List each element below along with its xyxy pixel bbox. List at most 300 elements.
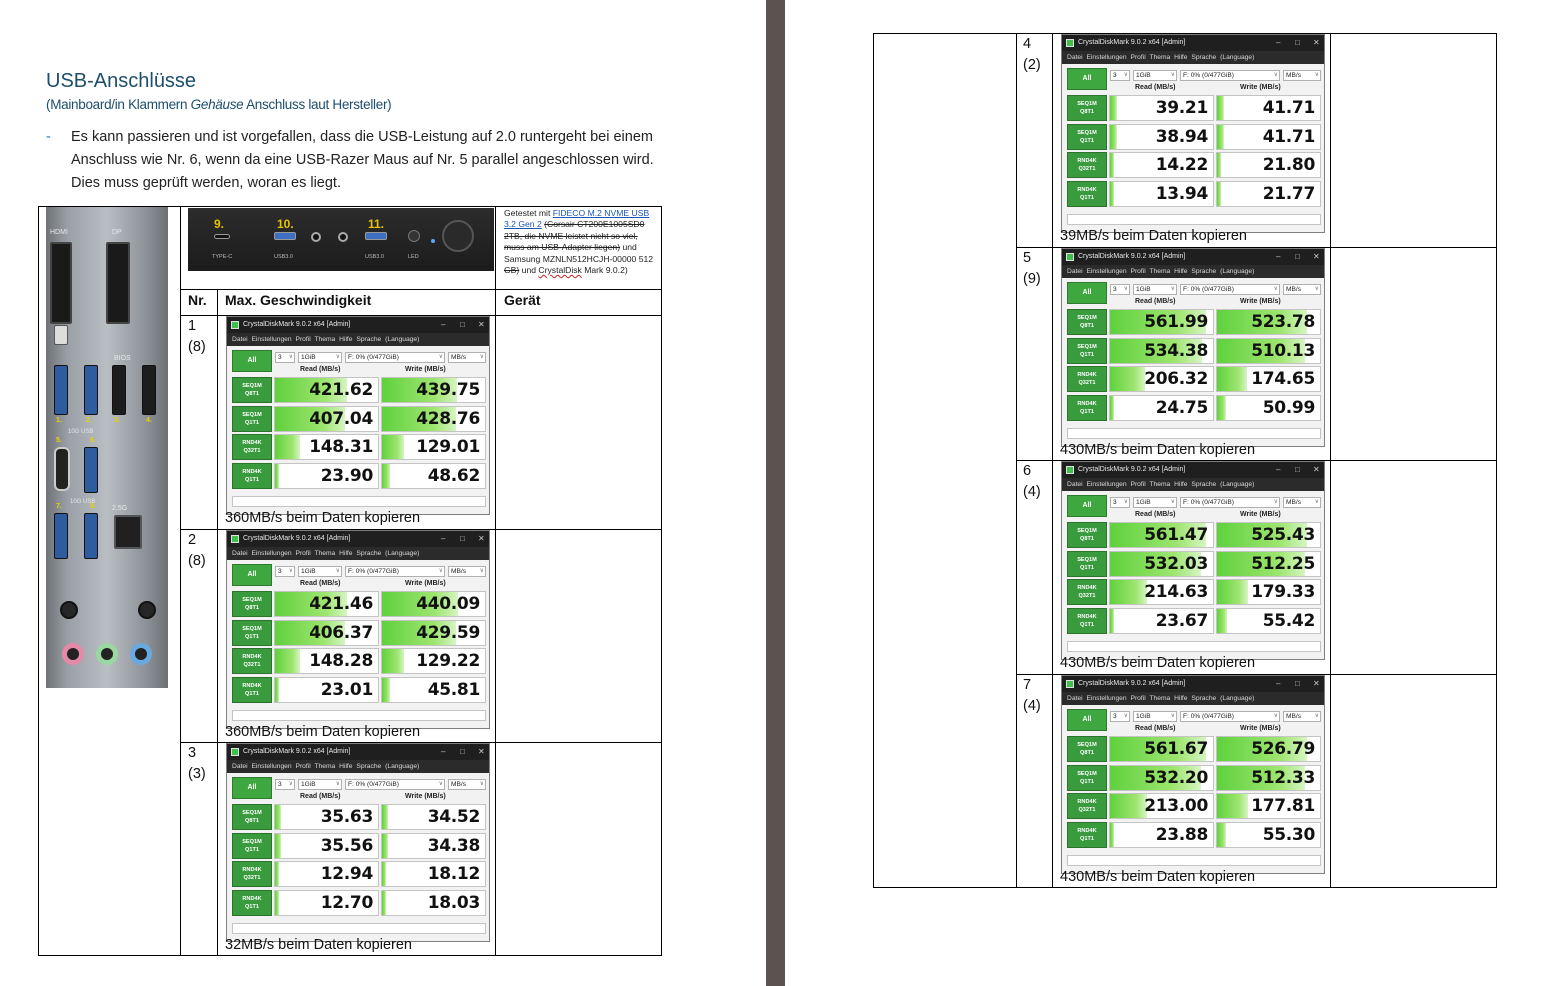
size-select[interactable]: 1GiB ∨	[298, 566, 342, 577]
size-select[interactable]: 1GiB ∨	[1133, 70, 1177, 81]
minimize-button[interactable]: –	[441, 747, 446, 756]
read-result-bar	[275, 805, 281, 829]
read-result-value: 421.62	[309, 380, 373, 400]
antenna-connector-icon	[60, 601, 78, 619]
row-1-copy-speed-caption: 360MB/s beim Daten kopieren	[225, 510, 421, 526]
mic-jack-icon	[338, 232, 348, 242]
write-result	[1216, 822, 1321, 848]
read-result	[274, 463, 379, 489]
write-result	[381, 804, 486, 830]
run-all-button[interactable]: All	[232, 777, 272, 799]
write-header: Write (MB/s)	[405, 580, 446, 587]
read-result-bar	[1110, 367, 1145, 391]
comment-field[interactable]	[232, 496, 486, 507]
fideco-link[interactable]: FIDECO M.2 NVME USB 3.2 Gen 2	[504, 208, 650, 230]
read-result-value: 38.94	[1155, 126, 1208, 147]
read-result-value: 13.94	[1155, 183, 1208, 204]
menu-bar[interactable]: Datei Einstellungen Profil Thema Hilfe Sprache (Language)	[1062, 51, 1325, 64]
read-result-bar	[1110, 396, 1114, 420]
crystaldiskmark-app-icon	[1066, 466, 1074, 474]
write-result	[1216, 579, 1321, 605]
read-result-value: 561.99	[1144, 312, 1208, 332]
read-result-value: 407.04	[309, 408, 373, 429]
write-result	[1216, 95, 1321, 121]
read-result-bar	[1110, 580, 1147, 604]
test-button-rnd4k-q1t1[interactable]: RND4K Q1T1	[1067, 608, 1107, 634]
read-result-value: 35.63	[320, 807, 373, 827]
read-result	[1109, 522, 1214, 548]
read-result-bar	[1110, 823, 1114, 847]
mainboard-io-photo: HDMI DP BIOS 1. 2. 3. 4. 10G USB 5. 6. 7. 10G USB 8. 2.5G	[46, 207, 168, 688]
write-result-bar	[382, 649, 404, 673]
write-result-bar	[1217, 794, 1248, 818]
close-button[interactable]: ✕	[478, 534, 485, 543]
test-button-seq1m-q8t1[interactable]: SEQ1M Q8T1	[232, 804, 272, 830]
size-select[interactable]: 1GiB ∨	[1133, 284, 1177, 295]
displayport-port-icon	[106, 242, 130, 324]
unit-select[interactable]: MB/s ∨	[448, 566, 486, 577]
write-result	[381, 620, 486, 646]
menu-bar[interactable]: Datei Einstellungen Profil Thema Hilfe Sprache (Language)	[1062, 265, 1325, 278]
write-result-value: 510.13	[1251, 340, 1315, 361]
test-button-rnd4k-q1t1[interactable]: RND4K Q1T1	[1067, 395, 1107, 421]
read-header: Read (MB/s)	[1135, 725, 1176, 732]
row-2-copy-speed-caption: 360MB/s beim Daten kopieren	[225, 724, 421, 740]
write-result-value: 41.71	[1262, 98, 1315, 118]
write-result-value: 177.81	[1251, 796, 1315, 816]
run-all-button[interactable]: All	[1067, 68, 1107, 90]
write-result-bar	[1217, 580, 1248, 604]
case-front-panel-photo: 9. 10. 11. TYPE-C USB3.0 USB3.0 LED	[188, 208, 494, 271]
write-result-bar	[1217, 125, 1224, 149]
write-result	[1216, 736, 1321, 762]
read-result	[1109, 395, 1214, 421]
usb-port-3-icon	[112, 365, 126, 415]
bullet-dash: -	[46, 129, 51, 145]
write-result	[1216, 551, 1321, 577]
write-header: Write (MB/s)	[405, 793, 446, 800]
write-result	[381, 463, 486, 489]
comment-field[interactable]	[1067, 641, 1321, 652]
write-result	[1216, 181, 1321, 207]
power-led-icon	[431, 239, 435, 243]
test-button-rnd4k-q32t1[interactable]: RND4K Q32T1	[1067, 793, 1107, 819]
read-result	[1109, 95, 1214, 121]
read-result-bar	[275, 435, 300, 459]
close-button[interactable]: ✕	[1313, 252, 1320, 261]
write-result-bar	[382, 862, 386, 886]
count-select[interactable]: 3 ∨	[1110, 497, 1130, 508]
read-result	[1109, 793, 1214, 819]
write-result	[1216, 765, 1321, 791]
drive-select[interactable]: F: 0% (0/477GiB) ∨	[1180, 284, 1280, 295]
usb-port-8-icon	[84, 513, 98, 559]
write-result-value: 18.12	[427, 864, 480, 884]
write-result-bar	[382, 678, 390, 702]
maximize-button[interactable]: □	[1295, 465, 1300, 474]
row-4-port-number: 4 (2)	[1023, 36, 1041, 73]
read-result-value: 406.37	[309, 622, 373, 643]
lan-port-icon	[114, 515, 142, 549]
read-header: Read (MB/s)	[1135, 511, 1176, 518]
read-header: Read (MB/s)	[1135, 84, 1176, 91]
write-result	[381, 434, 486, 460]
test-button-rnd4k-q32t1[interactable]: RND4K Q32T1	[232, 648, 272, 674]
window-title: CrystalDiskMark 9.0.2 x64 [Admin]	[227, 744, 490, 760]
maximize-button[interactable]: □	[1295, 679, 1300, 688]
write-header: Write (MB/s)	[1240, 725, 1281, 732]
crystaldiskmark-window-7	[1061, 675, 1325, 874]
read-result-bar	[275, 678, 279, 702]
read-result	[1109, 736, 1214, 762]
minimize-button[interactable]: –	[441, 320, 446, 329]
read-result-value: 206.32	[1144, 369, 1208, 389]
maximize-button[interactable]: □	[1295, 252, 1300, 261]
drive-select[interactable]: F: 0% (0/477GiB) ∨	[1180, 711, 1280, 722]
write-result	[1216, 124, 1321, 150]
run-all-button[interactable]: All	[1067, 495, 1107, 517]
read-result-value: 23.90	[320, 465, 373, 486]
maximize-button[interactable]: □	[460, 534, 465, 543]
drive-select[interactable]: F: 0% (0/477GiB) ∨	[345, 566, 445, 577]
read-result-bar	[1110, 182, 1114, 206]
test-button-seq1m-q1t1[interactable]: SEQ1M Q1T1	[232, 620, 272, 646]
test-button-seq1m-q8t1[interactable]: SEQ1M Q8T1	[232, 591, 272, 617]
row-5-port-number: 5 (9)	[1023, 250, 1041, 287]
row-7-copy-speed-caption: 430MB/s beim Daten kopieren	[1060, 869, 1256, 885]
run-all-button[interactable]: All	[1067, 282, 1107, 304]
write-result	[1216, 309, 1321, 335]
page-gutter	[766, 0, 785, 986]
read-result-bar	[275, 891, 279, 915]
minimize-button[interactable]: –	[441, 534, 446, 543]
write-result-bar	[1217, 96, 1224, 120]
unit-select[interactable]: MB/s ∨	[1283, 497, 1321, 508]
write-result-value: 428.76	[416, 408, 480, 429]
read-result-value: 23.67	[1155, 610, 1208, 631]
test-button-seq1m-q1t1[interactable]: SEQ1M Q1T1	[232, 833, 272, 859]
test-button-rnd4k-q1t1[interactable]: RND4K Q1T1	[232, 890, 272, 916]
crystaldiskmark-window-2	[226, 530, 490, 729]
read-result-value: 12.70	[320, 892, 373, 913]
row-3-port-number: 3 (3)	[188, 745, 206, 782]
read-result	[274, 591, 379, 617]
header-nr: Nr.	[188, 292, 207, 308]
front-usb-port-11-icon	[365, 232, 387, 240]
test-button-seq1m-q8t1[interactable]: SEQ1M Q8T1	[232, 377, 272, 403]
unit-select[interactable]: MB/s ∨	[1283, 70, 1321, 81]
front-usb-port-10-icon	[274, 232, 296, 240]
write-result	[1216, 338, 1321, 364]
maximize-button[interactable]: □	[1295, 38, 1300, 47]
test-button-rnd4k-q1t1[interactable]: RND4K Q1T1	[1067, 822, 1107, 848]
write-result-bar	[382, 891, 386, 915]
crystaldiskmark-app-icon	[1066, 253, 1074, 261]
read-result	[1109, 822, 1214, 848]
hdmi-port-icon	[50, 242, 72, 324]
write-result-bar	[382, 464, 390, 488]
write-result	[1216, 608, 1321, 634]
audio-jack-green-icon	[96, 643, 118, 665]
read-result-value: 213.00	[1144, 796, 1208, 816]
test-button-rnd4k-q32t1[interactable]: RND4K Q32T1	[1067, 152, 1107, 178]
read-result	[1109, 551, 1214, 577]
count-select[interactable]: 3 ∨	[1110, 284, 1130, 295]
read-result-bar	[275, 834, 281, 858]
read-result	[1109, 366, 1214, 392]
count-select[interactable]: 3 ∨	[275, 779, 295, 790]
read-result-bar	[275, 649, 300, 673]
comment-field[interactable]	[1067, 428, 1321, 439]
antenna-connector-icon-2	[138, 601, 156, 619]
read-result-value: 23.88	[1155, 824, 1208, 845]
power-button-icon	[442, 220, 474, 252]
audio-jack-blue-icon	[130, 643, 152, 665]
read-result-bar	[1110, 609, 1114, 633]
crystaldiskmark-app-icon	[1066, 39, 1074, 47]
crystaldiskmark-app-icon	[231, 321, 239, 329]
write-result-value: 525.43	[1251, 525, 1315, 545]
write-result	[381, 591, 486, 617]
write-result	[1216, 366, 1321, 392]
write-header: Write (MB/s)	[405, 366, 446, 373]
close-button[interactable]: ✕	[1313, 38, 1320, 47]
read-result-value: 534.38	[1144, 340, 1208, 361]
read-result	[274, 434, 379, 460]
read-result	[274, 620, 379, 646]
write-result-value: 429.59	[416, 622, 480, 643]
read-result	[1109, 309, 1214, 335]
read-header: Read (MB/s)	[1135, 298, 1176, 305]
read-result	[274, 804, 379, 830]
comment-field[interactable]	[232, 923, 486, 934]
read-result-value: 561.47	[1144, 525, 1208, 545]
headphone-jack-icon	[311, 232, 321, 242]
window-title: CrystalDiskMark 9.0.2 x64 [Admin]	[227, 531, 490, 547]
test-button-seq1m-q8t1[interactable]: SEQ1M Q8T1	[1067, 522, 1107, 548]
test-button-rnd4k-q1t1[interactable]: RND4K Q1T1	[1067, 181, 1107, 207]
crystaldiskmark-window-6	[1061, 461, 1325, 660]
write-result-bar	[1217, 609, 1227, 633]
row-6-port-number: 6 (4)	[1023, 463, 1041, 500]
read-result	[1109, 338, 1214, 364]
row-5-copy-speed-caption: 430MB/s beim Daten kopieren	[1060, 442, 1256, 458]
write-result	[381, 406, 486, 432]
size-select[interactable]: 1GiB ∨	[1133, 711, 1177, 722]
usb-port-7-icon	[54, 513, 68, 559]
read-result-value: 148.31	[309, 437, 373, 457]
table-row-3-device	[495, 742, 662, 956]
count-select[interactable]: 3 ∨	[275, 352, 295, 363]
read-result	[1109, 181, 1214, 207]
read-result	[274, 890, 379, 916]
bios-button-icon	[54, 325, 68, 345]
test-button-rnd4k-q32t1[interactable]: RND4K Q32T1	[232, 434, 272, 460]
write-result-value: 21.77	[1262, 183, 1315, 204]
count-select[interactable]: 3 ∨	[1110, 70, 1130, 81]
write-result-value: 34.52	[427, 807, 480, 827]
test-button-rnd4k-q32t1[interactable]: RND4K Q32T1	[1067, 579, 1107, 605]
write-result-value: 440.09	[416, 594, 480, 614]
test-button-rnd4k-q1t1[interactable]: RND4K Q1T1	[232, 677, 272, 703]
read-result	[274, 648, 379, 674]
write-result	[381, 377, 486, 403]
minimize-button[interactable]: –	[1276, 38, 1281, 47]
row-4-copy-speed-caption: 39MB/s beim Daten kopieren	[1060, 228, 1247, 244]
write-result-value: 34.38	[427, 835, 480, 856]
row-2-port-number: 2 (8)	[188, 532, 206, 569]
count-select[interactable]: 3 ∨	[1110, 711, 1130, 722]
test-button-seq1m-q1t1[interactable]: SEQ1M Q1T1	[1067, 338, 1107, 364]
crystaldiskmark-app-icon	[231, 748, 239, 756]
write-result-value: 48.62	[427, 465, 480, 486]
read-result-bar	[1110, 96, 1117, 120]
drive-select[interactable]: F: 0% (0/477GiB) ∨	[345, 352, 445, 363]
table-row-7-device	[1330, 674, 1497, 888]
close-button[interactable]: ✕	[478, 320, 485, 329]
test-button-seq1m-q8t1[interactable]: SEQ1M Q8T1	[1067, 736, 1107, 762]
write-result	[381, 890, 486, 916]
write-header: Write (MB/s)	[1240, 84, 1281, 91]
write-result-value: 21.80	[1262, 155, 1315, 175]
unit-select[interactable]: MB/s ∨	[448, 352, 486, 363]
read-result-value: 35.56	[320, 835, 373, 856]
write-result	[381, 861, 486, 887]
front-usb-c-port-icon	[214, 234, 230, 239]
usb-port-4-icon	[142, 365, 156, 415]
minimize-button[interactable]: –	[1276, 465, 1281, 474]
write-result-value: 41.71	[1262, 126, 1315, 147]
run-all-button[interactable]: All	[232, 350, 272, 372]
write-result-bar	[382, 834, 388, 858]
test-button-rnd4k-q32t1[interactable]: RND4K Q32T1	[232, 861, 272, 887]
size-select[interactable]: 1GiB ∨	[1133, 497, 1177, 508]
menu-bar[interactable]: Datei Einstellungen Profil Thema Hilfe Sprache (Language)	[1062, 692, 1325, 705]
test-button-seq1m-q1t1[interactable]: SEQ1M Q1T1	[1067, 124, 1107, 150]
read-result-bar	[275, 464, 279, 488]
unit-select[interactable]: MB/s ∨	[448, 779, 486, 790]
write-result-value: 174.65	[1251, 369, 1315, 389]
read-result-value: 24.75	[1155, 397, 1208, 418]
table-row-4-device	[1330, 33, 1497, 248]
read-header: Read (MB/s)	[300, 580, 341, 587]
usb-port-1-icon	[54, 365, 68, 415]
crystaldiskmark-window-5	[1061, 248, 1325, 447]
drive-select[interactable]: F: 0% (0/477GiB) ∨	[345, 779, 445, 790]
read-result-bar	[1110, 794, 1147, 818]
usb-port-6-icon	[84, 447, 98, 493]
read-result	[274, 677, 379, 703]
minimize-button[interactable]: –	[1276, 252, 1281, 261]
page-subtitle: (Mainboard/in Klammern Gehäuse Anschluss laut Hersteller)	[46, 97, 392, 112]
write-result	[1216, 522, 1321, 548]
read-result	[274, 406, 379, 432]
test-button-seq1m-q1t1[interactable]: SEQ1M Q1T1	[1067, 551, 1107, 577]
write-result-value: 55.30	[1262, 824, 1315, 845]
window-title: CrystalDiskMark 9.0.2 x64 [Admin]	[1062, 249, 1325, 265]
read-result	[1109, 608, 1214, 634]
write-result-value: 50.99	[1262, 397, 1315, 418]
write-result-bar	[382, 805, 388, 829]
write-result-value: 45.81	[427, 679, 480, 700]
window-title: CrystalDiskMark 9.0.2 x64 [Admin]	[227, 317, 490, 333]
read-result	[274, 861, 379, 887]
write-result	[1216, 152, 1321, 178]
read-result	[1109, 765, 1214, 791]
test-note: Getestet mit FIDECO M.2 NVME USB 3.2 Gen 2 (Corsair CT200E1005SD0 2TB, die NVME leistet nicht so viel, muss am USB-Adapter liegen) und Samsung MZNLN512HCJH-00000 512 GB) und CrystalDisk Mark 9.0.2)	[504, 208, 654, 276]
menu-bar[interactable]: Datei Einstellungen Profil Thema Hilfe Sprache (Language)	[227, 760, 490, 773]
led-button-icon	[408, 230, 420, 242]
unit-select[interactable]: MB/s ∨	[1283, 711, 1321, 722]
minimize-button[interactable]: –	[1276, 679, 1281, 688]
menu-bar[interactable]: Datei Einstellungen Profil Thema Hilfe Sprache (Language)	[1062, 478, 1325, 491]
size-select[interactable]: 1GiB ∨	[298, 352, 342, 363]
write-result-bar	[1217, 153, 1221, 177]
maximize-button[interactable]: □	[460, 747, 465, 756]
maximize-button[interactable]: □	[460, 320, 465, 329]
write-result-value: 179.33	[1251, 582, 1315, 602]
test-button-seq1m-q1t1[interactable]: SEQ1M Q1T1	[232, 406, 272, 432]
menu-bar[interactable]: Datei Einstellungen Profil Thema Hilfe Sprache (Language)	[227, 333, 490, 346]
write-result-bar	[382, 435, 404, 459]
test-button-seq1m-q8t1[interactable]: SEQ1M Q8T1	[1067, 95, 1107, 121]
count-select[interactable]: 3 ∨	[275, 566, 295, 577]
row-6-copy-speed-caption: 430MB/s beim Daten kopieren	[1060, 655, 1256, 671]
write-result	[1216, 395, 1321, 421]
run-all-button[interactable]: All	[232, 564, 272, 586]
size-select[interactable]: 1GiB ∨	[298, 779, 342, 790]
header-max-speed: Max. Geschwindigkeit	[225, 292, 372, 308]
crystaldiskmark-window-1	[226, 316, 490, 515]
test-button-seq1m-q8t1[interactable]: SEQ1M Q8T1	[1067, 309, 1107, 335]
write-header: Write (MB/s)	[1240, 511, 1281, 518]
close-button[interactable]: ✕	[1313, 465, 1320, 474]
close-button[interactable]: ✕	[478, 747, 485, 756]
write-result-value: 512.25	[1251, 553, 1315, 574]
close-button[interactable]: ✕	[1313, 679, 1320, 688]
comment-field[interactable]	[1067, 855, 1321, 866]
comment-field[interactable]	[232, 710, 486, 721]
run-all-button[interactable]: All	[1067, 709, 1107, 731]
write-result-value: 439.75	[416, 380, 480, 400]
comment-field[interactable]	[1067, 214, 1321, 225]
table-row-6-device	[1330, 460, 1497, 675]
read-result-value: 23.01	[320, 679, 373, 700]
write-result-value: 512.33	[1251, 767, 1315, 788]
table-row-1-device	[495, 315, 662, 530]
write-result-value: 129.22	[416, 651, 480, 671]
write-result-value: 18.03	[427, 892, 480, 913]
test-button-rnd4k-q1t1[interactable]: RND4K Q1T1	[232, 463, 272, 489]
read-header: Read (MB/s)	[300, 793, 341, 800]
test-button-seq1m-q1t1[interactable]: SEQ1M Q1T1	[1067, 765, 1107, 791]
read-header: Read (MB/s)	[300, 366, 341, 373]
write-result-bar	[1217, 367, 1247, 391]
drive-select[interactable]: F: 0% (0/477GiB) ∨	[1180, 497, 1280, 508]
read-result-bar	[1110, 153, 1114, 177]
drive-select[interactable]: F: 0% (0/477GiB) ∨	[1180, 70, 1280, 81]
table-row-5-device	[1330, 247, 1497, 461]
usb-port-2-icon	[84, 365, 98, 415]
table-row-2-device	[495, 529, 662, 743]
window-title: CrystalDiskMark 9.0.2 x64 [Admin]	[1062, 35, 1325, 51]
row-1-port-number: 1 (8)	[188, 318, 206, 355]
menu-bar[interactable]: Datei Einstellungen Profil Thema Hilfe Sprache (Language)	[227, 547, 490, 560]
read-result-bar	[1110, 125, 1117, 149]
test-button-rnd4k-q32t1[interactable]: RND4K Q32T1	[1067, 366, 1107, 392]
unit-select[interactable]: MB/s ∨	[1283, 284, 1321, 295]
read-result-value: 532.03	[1144, 553, 1208, 574]
